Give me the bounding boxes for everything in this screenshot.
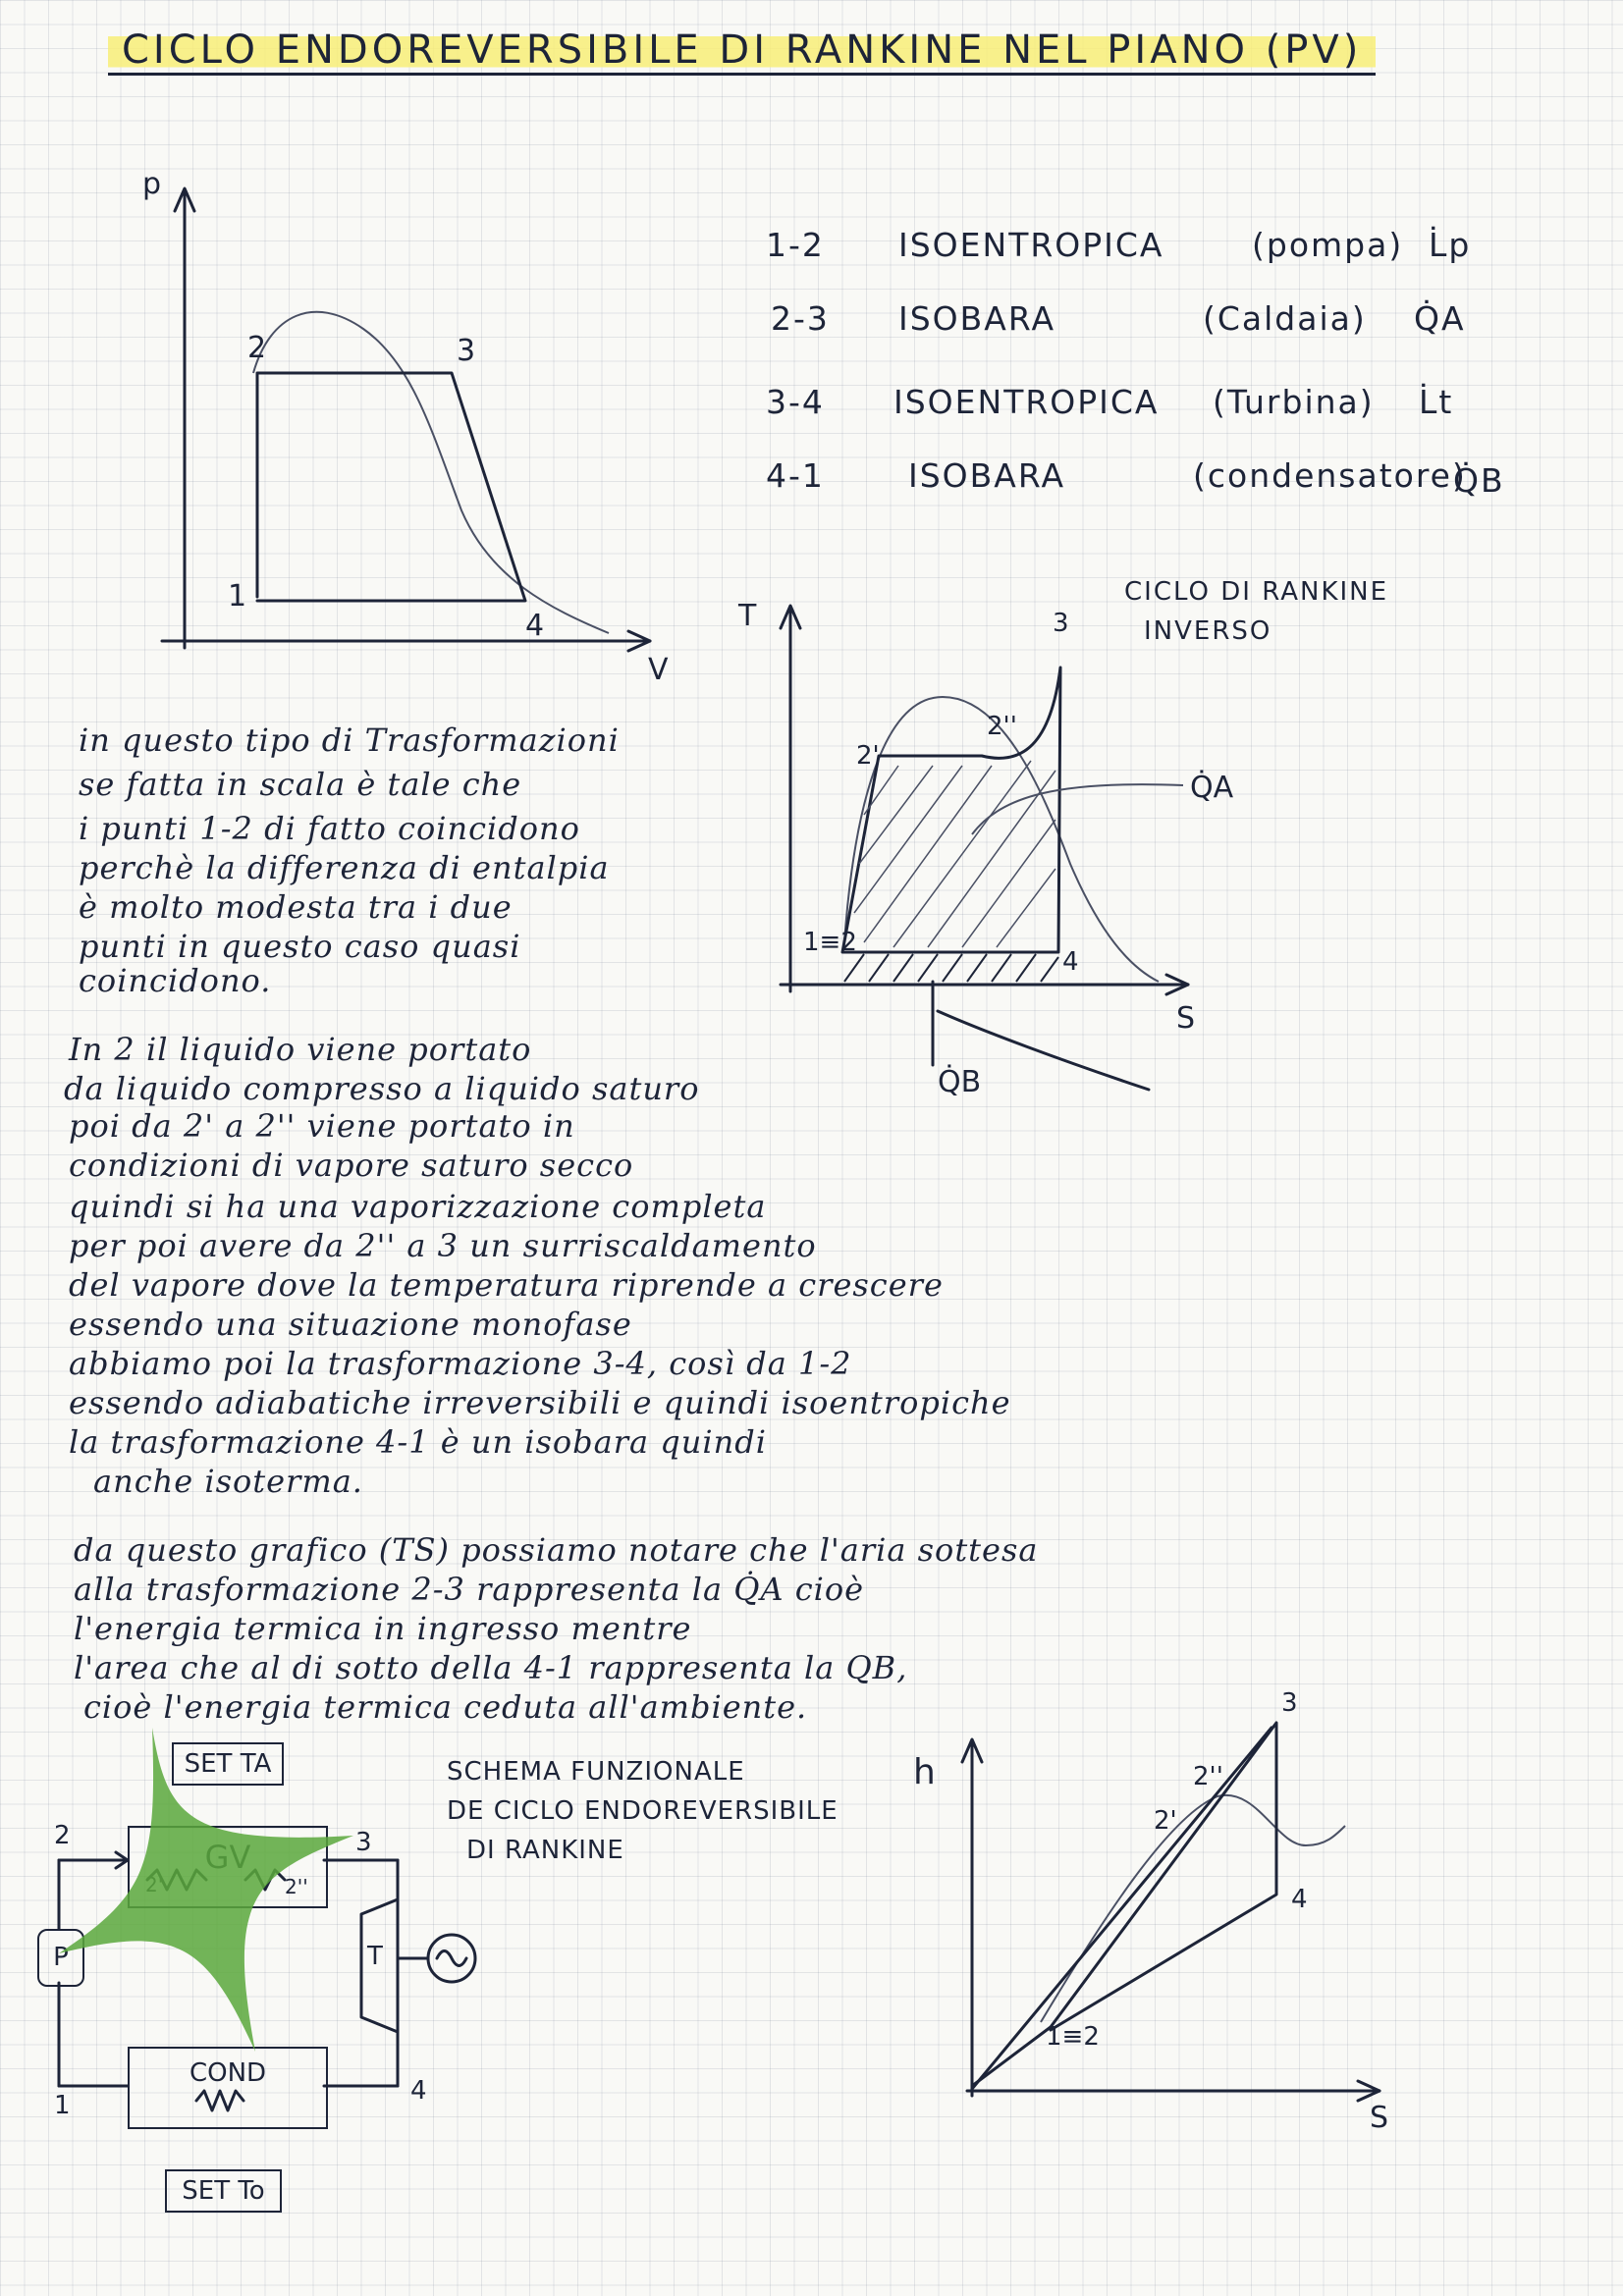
note-pv-line: in questo tipo di Trasformazioni — [79, 721, 620, 759]
note-ts-line: l'area che al di sotto della 4-1 rappresenta la QB, — [74, 1649, 908, 1686]
note-process-line: In 2 il liquido viene portato — [69, 1031, 532, 1068]
note-pv-line: punti in questo caso quasi — [79, 928, 521, 965]
hs-point-3: 3 — [1281, 1688, 1298, 1718]
pv-point-3: 3 — [457, 334, 476, 368]
legend-process-1-2: 1-2 — [766, 226, 825, 264]
page-title: CICLO ENDOREVERSIBILE DI RANKINE NEL PIANO (PV) — [108, 27, 1376, 76]
hs-point-4: 4 — [1291, 1885, 1308, 1914]
pump-box: P — [37, 1929, 84, 1987]
note-ts-line: cioè l'energia termica ceduta all'ambiente. — [83, 1688, 808, 1726]
note-process-line: quindi si ha una vaporizzazione completa — [69, 1188, 767, 1225]
ts-qa-label: Q̇A — [1190, 771, 1234, 805]
note-pv-line: è molto modesta tra i due — [79, 888, 513, 926]
legend-component-3-4: (Turbina) — [1213, 383, 1375, 421]
note-process-line: essendo una situazione monofase — [69, 1306, 632, 1343]
hs-diagram — [962, 1723, 1380, 2101]
pv-point-4: 4 — [525, 609, 545, 643]
legend-symbol-2-3: Q̇A — [1414, 299, 1466, 338]
note-ts-line: alla trasformazione 2-3 rappresenta la Q̇A cioè — [74, 1571, 865, 1608]
legend-process-4-1: 4-1 — [766, 456, 825, 495]
pv-point-2: 2 — [247, 331, 267, 365]
note-pv-line: i punti 1-2 di fatto coincidono — [79, 810, 580, 847]
note-process-line: la trasformazione 4-1 è un isobara quindi — [69, 1423, 767, 1461]
hs-axis-s-label: S — [1370, 2101, 1389, 2135]
cond-box: COND — [128, 2047, 328, 2129]
legend-component-1-2: (pompa) — [1252, 226, 1404, 264]
legend-symbol-4-1: Q̇B — [1453, 461, 1505, 500]
legend-component-4-1: (condensatore) — [1193, 456, 1467, 495]
ts-qb-label: Q̇B — [938, 1065, 982, 1099]
ts-point-2pp: 2'' — [987, 712, 1017, 741]
legend-process-2-3: 2-3 — [771, 299, 830, 338]
legend-type-3-4: ISOENTROPICA — [893, 383, 1160, 421]
note-process-line: del vapore dove la temperatura riprende a crescere — [69, 1266, 944, 1304]
note-process-line: poi da 2' a 2'' viene portato in — [69, 1107, 575, 1145]
hs-axis-h-label: h — [913, 1752, 936, 1792]
legend-component-2-3: (Caldaia) — [1203, 299, 1367, 338]
note-process-line: condizioni di vapore saturo secco — [69, 1147, 634, 1184]
schema-caption-line-1: SCHEMA FUNZIONALE — [447, 1757, 745, 1787]
note-process-line: abbiamo poi la trasformazione 3-4, così da 1-2 — [69, 1345, 852, 1382]
note-pv-line: coincidono. — [79, 962, 272, 999]
turbine-label: T — [367, 1942, 383, 1971]
schema-label-2: 2 — [54, 1821, 71, 1850]
schema-caption-line-3: DI RANKINE — [466, 1836, 624, 1865]
hs-point-2p: 2' — [1154, 1806, 1177, 1836]
ts-point-4: 4 — [1062, 947, 1079, 977]
note-ts-line: da questo grafico (TS) possiamo notare che l'aria sottesa — [74, 1531, 1039, 1569]
legend-symbol-1-2: L̇p — [1429, 226, 1472, 264]
set-ta-box: SET TA — [172, 1742, 284, 1786]
schema-label-2pp: 2'' — [285, 1875, 308, 1898]
note-process-line: anche isoterma. — [93, 1463, 363, 1500]
pv-axis-p-label: p — [142, 167, 162, 201]
pv-point-1: 1 — [228, 579, 247, 614]
note-process-line: da liquido compresso a liquido saturo — [64, 1070, 700, 1107]
note-pv-line: perchè la differenza di entalpia — [79, 849, 610, 886]
green-star-stamp — [59, 1728, 373, 2052]
legend-type-1-2: ISOENTROPICA — [898, 226, 1164, 264]
ts-point-2p: 2' — [856, 741, 880, 771]
ts-diagram — [781, 606, 1188, 1090]
schema-caption-line-2: DE CICLO ENDOREVERSIBILE — [447, 1796, 839, 1826]
schema-label-3: 3 — [355, 1828, 372, 1857]
hs-point-1-2: 1≡2 — [1046, 2022, 1100, 2052]
note-process-line: per poi avere da 2'' a 3 un surriscaldamento — [69, 1227, 817, 1264]
note-process-line: essendo adiabatiche irreversibili e quindi isoentropiche — [69, 1384, 1011, 1421]
ts-caption-line-2: INVERSO — [1144, 616, 1272, 646]
ts-point-1-2: 1≡2 — [803, 928, 857, 957]
ts-axis-t-label: T — [738, 599, 757, 633]
hs-point-2pp: 2'' — [1193, 1762, 1223, 1791]
set-to-box: SET To — [165, 2169, 282, 2213]
note-pv-line: se fatta in scala è tale che — [79, 766, 522, 803]
pv-axis-v-label: V — [648, 653, 669, 687]
ts-point-3: 3 — [1053, 609, 1069, 638]
ts-axis-s-label: S — [1176, 1001, 1196, 1036]
legend-process-3-4: 3-4 — [766, 383, 825, 421]
legend-symbol-3-4: L̇t — [1419, 383, 1454, 421]
legend-type-2-3: ISOBARA — [898, 299, 1056, 338]
note-ts-line: l'energia termica in ingresso mentre — [74, 1610, 692, 1647]
ts-caption-line-1: CICLO DI RANKINE — [1124, 577, 1389, 607]
schema-label-1: 1 — [54, 2091, 71, 2120]
schema-label-4: 4 — [410, 2076, 427, 2106]
legend-type-4-1: ISOBARA — [908, 456, 1066, 495]
